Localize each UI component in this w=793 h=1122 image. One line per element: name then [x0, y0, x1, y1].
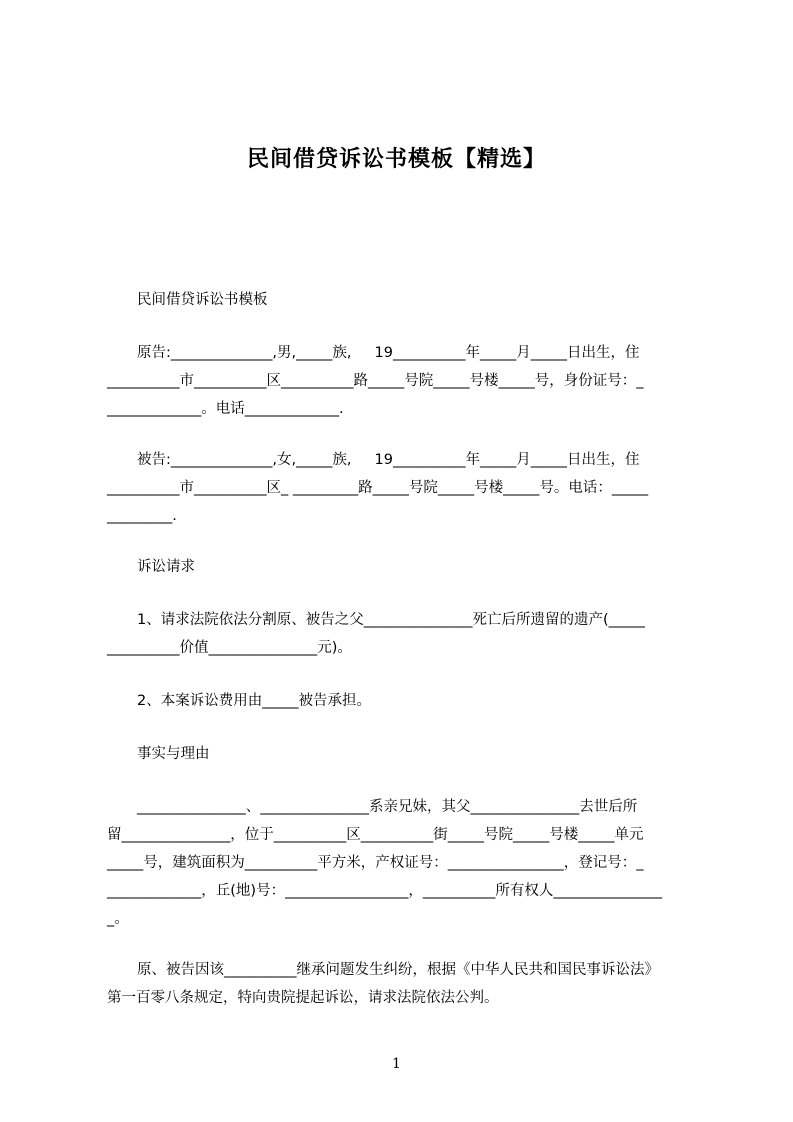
- page-number: 1: [392, 1056, 401, 1072]
- facts-heading: 事实与理由: [137, 746, 210, 762]
- facts-line-5: _。: [107, 911, 129, 927]
- facts-line-4: _____________，丘(地)号：_________________，__________所有权人_______________: [107, 883, 663, 899]
- facts-line-1: _______________、_______________系亲兄妹，其父_______________去世后所: [137, 799, 638, 815]
- plaintiff-line-1: 原告:______________,男,_____族, 19__________年_____月_____日出生，住: [137, 345, 640, 361]
- document-title: 民间借贷诉讼书模板【精选】: [246, 147, 546, 172]
- claim-1-line-2: __________价值_______________元)。: [107, 640, 352, 656]
- conclusion-line-2: 第一百零八条规定，特向贵院提起诉讼，请求法院依法公判。: [107, 990, 499, 1006]
- facts-line-3: _____号，建筑面积为__________平方米，产权证号：________________，登记号：_: [107, 855, 644, 871]
- defendant-line-2: __________市__________区_ _________路_____号院_____号楼_____号。电话：_____: [107, 480, 649, 496]
- claim-2: 2、本案诉讼费用由_____被告承担。: [137, 693, 371, 709]
- defendant-line-3: _________.: [107, 508, 177, 524]
- plaintiff-line-3: _____________。电话_____________.: [107, 401, 344, 417]
- document-subtitle: 民间借贷诉讼书模板: [137, 292, 268, 308]
- facts-line-2: 留_______________，位于__________区__________街_____号院_____号楼_____单元: [107, 827, 644, 843]
- plaintiff-line-2: __________市__________区__________路_____号院_____号楼_____号，身份证号：_: [107, 373, 644, 389]
- claim-1-line-1: 1、请求法院依法分割原、被告之父_______________死亡后所遗留的遗产(_____: [137, 612, 645, 628]
- conclusion-line-1: 原、被告因该__________继承问题发生纠纷，根据《中华人民共和国民事诉讼法》: [137, 962, 659, 978]
- defendant-line-1: 被告:______________,女,_____族, 19__________年_____月_____日出生，住: [137, 452, 640, 468]
- claims-heading: 诉讼请求: [137, 559, 195, 575]
